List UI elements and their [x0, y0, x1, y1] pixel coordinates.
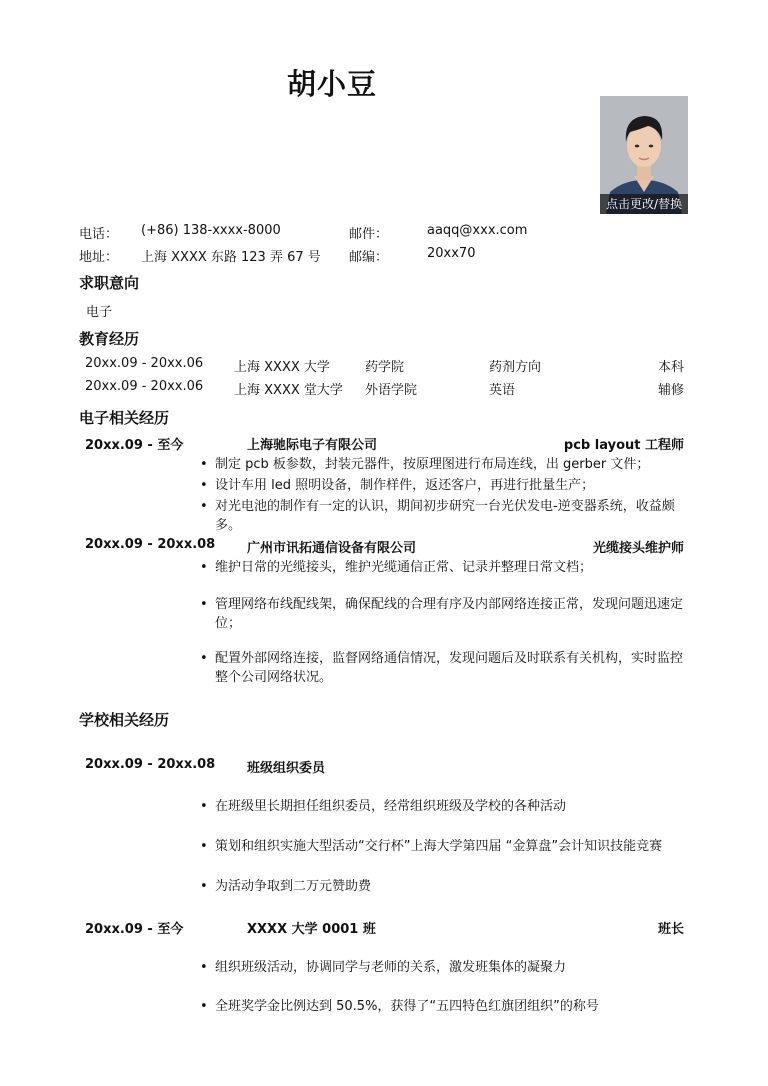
job-period: 20xx.09 - 20xx.08	[85, 537, 216, 552]
bullet-text: 全班奖学金比例达到 50.5%，获得了“五四特色红旗团组织”的称号	[215, 999, 599, 1014]
edu-major: 英语	[489, 383, 516, 398]
bullet-text: 策划和组织实施大型活动“交行杯”上海大学第四届 “金算盘”会计知识技能竞赛	[215, 839, 663, 854]
school-role: 班长	[657, 922, 684, 937]
job-role: pcb layout 工程师	[563, 438, 684, 453]
edu-school: 上海 XXXX 大学	[234, 360, 330, 375]
bullet-icon: •	[200, 499, 208, 514]
school-heading: 学校相关经历	[79, 711, 170, 729]
bullet-text: 为活动争取到二万元赞助费	[215, 879, 372, 894]
bullet-icon: •	[200, 457, 208, 472]
edu-period: 20xx.09 - 20xx.06	[85, 379, 204, 394]
bullet-text: 组织班级活动，协调同学与老师的关系，激发班集体的凝聚力	[215, 960, 567, 975]
job-company: 广州市讯拓通信设备有限公司	[247, 541, 417, 556]
candidate-name: 胡小豆	[286, 67, 377, 101]
bullet-icon: •	[200, 960, 208, 975]
edu-degree: 本科	[657, 360, 684, 375]
job-period: 20xx.09 - 至今	[85, 438, 184, 453]
email-label: 邮件：	[349, 227, 389, 242]
bullet-icon: •	[200, 999, 208, 1014]
zip-value: 20xx70	[427, 246, 476, 261]
work-heading: 电子相关经历	[79, 409, 170, 427]
address-value: 上海 XXXX 东路 123 弄 67 号	[141, 250, 321, 265]
edu-college: 外语学院	[365, 383, 418, 398]
bullet-icon: •	[200, 560, 208, 575]
bullet-icon: •	[200, 839, 208, 854]
education-heading: 教育经历	[79, 330, 140, 348]
email-value: aaqq@xxx.com	[427, 223, 528, 238]
zip-label: 邮编：	[349, 250, 389, 265]
job-role: 光缆接头维护师	[592, 541, 684, 556]
bullet-icon: •	[200, 651, 208, 666]
edu-period: 20xx.09 - 20xx.06	[85, 356, 204, 371]
edu-degree: 辅修	[657, 383, 684, 398]
edu-college: 药学院	[365, 360, 405, 375]
bullet-text: 设计车用 led 照明设备，制作样件，返还客户，再进行批量生产；	[215, 478, 595, 493]
bullet-icon: •	[200, 799, 208, 814]
school-org: 班级组织委员	[247, 761, 326, 776]
profile-photo[interactable]	[600, 96, 688, 214]
bullet-icon: •	[200, 478, 208, 493]
edu-school: 上海 XXXX 堂大学	[234, 383, 343, 398]
bullet-icon: •	[200, 879, 208, 894]
phone-value: (+86) 138-xxxx-8000	[141, 223, 281, 238]
objective-heading: 求职意向	[79, 274, 140, 292]
bullet-text: 维护日常的光缆接头，维护光缆通信正常、记录并整理日常文档；	[215, 560, 593, 575]
school-period: 20xx.09 - 至今	[85, 922, 184, 937]
bullet-text: 对光电池的制作有一定的认识，期间初步研究一台光伏发电-逆变器系统，收益颇多。	[215, 499, 675, 533]
objective-value: 电子	[86, 305, 113, 320]
school-period: 20xx.09 - 20xx.08	[85, 757, 216, 772]
bullet-text: 配置外部网络连接，监督网络通信情况，发现问题后及时联系有关机构，实时监控整个公司网络状况。	[215, 651, 684, 685]
bullet-icon: •	[200, 597, 208, 612]
edu-major: 药剂方向	[489, 360, 542, 375]
bullet-text: 制定 pcb 板参数，封装元器件，按原理图进行布局连线，出 gerber 文件；	[215, 457, 650, 472]
change-photo-button[interactable]: 点击更改/替换	[600, 194, 688, 214]
bullet-text: 管理网络布线配线架，确保配线的合理有序及内部网络连接正常，发现问题迅速定位；	[215, 597, 684, 631]
school-org: XXXX 大学 0001 班	[247, 922, 376, 937]
phone-label: 电话：	[79, 227, 119, 242]
address-label: 地址：	[79, 250, 119, 265]
job-company: 上海驰际电子有限公司	[247, 438, 378, 453]
bullet-text: 在班级里长期担任组织委员，经常组织班级及学校的各种活动	[215, 799, 567, 814]
